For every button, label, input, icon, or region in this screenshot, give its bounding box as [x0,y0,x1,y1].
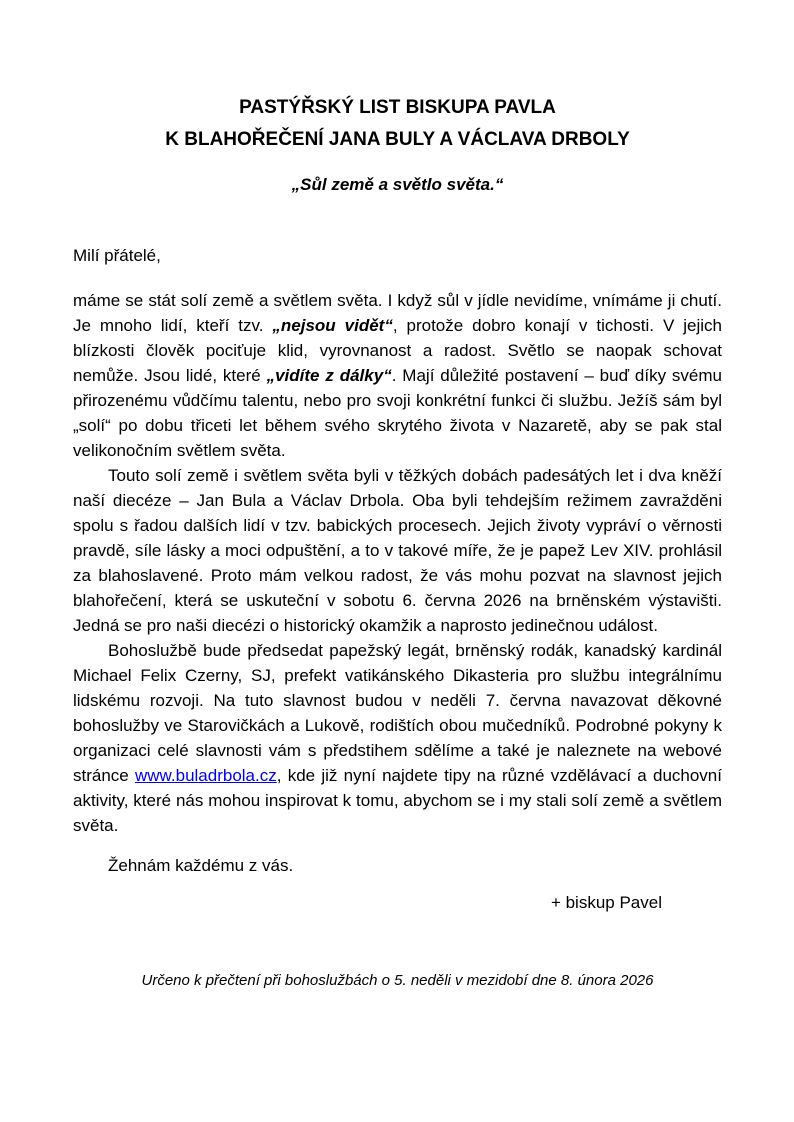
page-title [73,92,722,156]
paragraph-1-text-a: máme se stát solí země a světlem světa. I když sůl v jídle nevidíme, vnímáme ji chutí. Je mnoho lidí, kteří tzv. [73,291,722,335]
quoted-phrase-nejsou-videt: „nejsou vidět“ [272,316,393,335]
paragraph-3-text-b: , kde již nyní najdete tipy na různé vzdělávací a duchovní aktivity, které nás mohou inspirovat k tomu, abychom se i my stali solí země a světlem světa. [73,766,722,835]
paragraph-1 [73,288,722,463]
title-line-2: K BLAHOŘEČENÍ JANA BULY A VÁCLAVA DRBOLY [165,129,630,150]
paragraph-2: Touto solí země i světlem světa byli v těžkých dobách padesátých let i dva kněží naší diecéze – Jan Bula a Václav Drbola. Oba byli tehdejším režimem zavražděni spolu s řadou dalších lidí v tzv. babických procesech. Jejich životy vypráví o věrnosti pravdě, síle lásky a moci odpuštění, a to v takové míře, že je papež Lev XIV. prohlásil za blahoslavené. Proto mám velkou radost, že vás mohu pozvat na slavnost jejich blahořečení, která se uskuteční v sobotu 6. června 2026 na brněnském výstavišti. Jedná se pro naši diecézi o historický okamžik a naprosto jedinečnou událost. [73,466,722,635]
paragraph-1-text-c: . Mají důležité postavení – buď díky svému přirozenému vůdčímu talentu, nebo pro svoji konkrétní funkci či službu. Ježíš sám byl „solí“ po dobu třiceti let během svého skrytého života v Nazaretě, aby se pak stal velikonočním světlem světa. [73,366,723,460]
paragraph-3-text-a: Bohoslužbě bude předsedat papežský legát, brněnský rodák, kanadský kardinál Michael Felix Czerny, SJ, prefekt vatikánského Dikasteria pro službu integrálnímu lidskému rozvoji. Na tuto slavnost budou v neděli 7. června navazovat děkovné bohoslužby ve Starovičkách a Lukově, rodištích obou mučedníků. Podrobné pokyny k organizaci celé slavnosti vám s předstihem sdělíme a také je naleznete na webové stránce [73,641,722,785]
salutation: Milí přátelé, [73,246,161,265]
title-line-1: PASTÝŘSKÝ LIST BISKUPA PAVLA [239,97,556,118]
blessing-line: Žehnám každému z vás. [108,856,294,875]
paragraph-1-text-b: , protože dobro konají v tichosti. V jejich blízkosti člověk pociťuje klid, vyrovnanost a radost. Světlo se naopak schovat nemůže. Jsou lidé, které [73,316,722,385]
website-link[interactable]: www.buladrbola.cz [135,766,277,785]
paragraph-3 [73,638,722,838]
footer-note: Určeno k přečtení při bohoslužbách o 5. neděli v mezidobí dne 8. února 2026 [141,972,654,989]
subtitle-motto: „Sůl země a světlo světa.“ [291,175,504,194]
quoted-phrase-vidite-z-dalky: „vidíte z dálky“ [266,366,392,385]
signature-line: + biskup Pavel [550,893,662,912]
